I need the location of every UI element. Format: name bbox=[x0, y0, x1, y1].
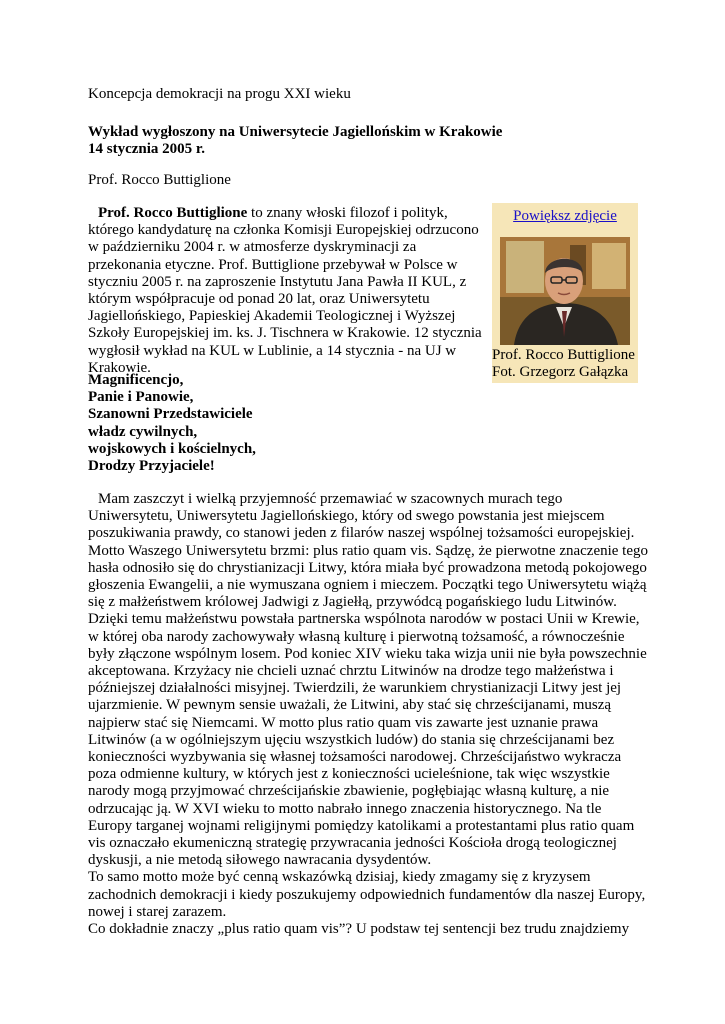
document-title: Koncepcja demokracji na progu XXI wieku bbox=[88, 86, 351, 102]
author-name: Prof. Rocco Buttiglione bbox=[88, 172, 231, 188]
photo-box bbox=[492, 203, 638, 383]
caption-name: Prof. Rocco Buttiglione bbox=[492, 347, 635, 363]
greeting-block bbox=[88, 372, 488, 475]
caption-credit: Fot. Grzegorz Gałązka bbox=[492, 364, 629, 381]
lecture-subtitle bbox=[88, 124, 648, 158]
body-paragraph-text: Mam zaszczyt i wielką przyjemność przemawiać w szacownych murach tego Uniwersytetu, Uniwersytetu Jagiellońskiego, który od swego powstania jest miejscem poszukiwania prawdy, co stanowi jeden z filarów naszej wspólnej tożsamości europejskiej. Motto Waszego Uniwersytetu brzmi: plus ratio quam vis. Sądzę, że pierwotne znaczenie tego hasła odnosiło się do chrystianizacji Litwy, która miała być prowadzona metodą pokojowego głoszenia Ewangelii, a nie wymuszana ogniem i mieczem. Początki tego Uniwersytetu wiążą się z małżeństwem królowej Jadwigi z Jagiełłą, przywódcą pogańskiego ludu Litwinów. Dzięki temu małżeństwu powstała partnerska wspólnota narodów w postaci Unii w Krewie, w której oba narody zachowywały własną kulturę i pierwotną tożsamość, a równocześnie były złączone wspólnym losem. Pod koniec XIV wieku taka wizja unii nie była powszechnie akceptowana. Krzyżacy nie chcieli uznać chrztu Litwinów na drodze tego małżeństwa i późniejszej działalności misyjnej. Twierdzili, że warunkiem chrystianizacji Litwy jest jej ujarzmienie. W pewnym sensie uważali, że Litwini, aby stać się chrześcijanami, muszą najpierw stać się Niemcami. W motto plus ratio quam vis zawarte jest uznanie prawa Litwinów (a w ogólniejszym ujęciu wszystkich ludów) do stania się chrześcijanami bez konieczności wyzbywania się własnej tożsamości narodowej. Chrześcijaństwo wykracza poza odmienne kultury, w których jest z konieczności ucieleśnione, tak więc wszystkie narody mogą przyjmować chrześcijańskie zbawienie, pogłębiając własną kulturę, a nie odrzucając ją. W XVI wieku to motto nabrało innego znaczenia historycznego. Na tle Europy targanej wojnami religijnymi pomiędzy katolikami a protestantami plus ratio quam vis oznaczało ekumeniczną strategię przywracania jedności Kościoła drogą teologicznej dyskusji, a nie metodą siłowego nawracania dysydentów. bbox=[88, 491, 649, 869]
body-paragraph bbox=[88, 491, 648, 869]
greeting-line: wojskowych i kościelnych, bbox=[88, 440, 256, 457]
greeting-line: Drodzy Przyjaciele! bbox=[88, 458, 215, 475]
lecture-body bbox=[88, 491, 648, 938]
intro-paragraph bbox=[88, 205, 490, 377]
subtitle-line: Wykład wygłoszony na Uniwersytecie Jagiellońskim w Krakowie bbox=[88, 124, 503, 140]
subtitle-date: 14 stycznia 2005 r. bbox=[88, 141, 205, 158]
enlarge-photo-link[interactable]: Powiększ zdjęcie bbox=[513, 208, 617, 224]
greeting-line: władz cywilnych, bbox=[88, 423, 198, 440]
intro-text: to znany włoski filozof i polityk, którego kandydaturę na członka Komisji Europejskiej odrzucono w październiku 2004 r. w atmosferze dyskryminacji za przekonania etyczne. Prof. Buttiglione przebywał w Polsce w styczniu 2005 r. na zaproszenie Instytutu Jana Pawła II KUL, z którym współpracuje od ponad 20 lat, oraz Uniwersytetu Jagiellońskiego, Papieskiej Akademii Teologicznej i Wyższej Szkoły Europejskiej im. ks. J. Tischnera w Krakowie. 12 stycznia wygłosił wykład na KUL w Lublinie, a 14 stycznia - na UJ w Krakowie. bbox=[88, 205, 482, 376]
greeting-line: Magnificencjo, bbox=[88, 372, 184, 388]
intro-lead: Prof. Rocco Buttiglione bbox=[98, 205, 248, 221]
photo-caption bbox=[492, 347, 638, 381]
greeting-line: Panie i Panowie, bbox=[88, 389, 194, 406]
body-paragraph: Co dokładnie znaczy „plus ratio quam vis”? U podstaw tej sentencji bez trudu znajdziemy bbox=[88, 921, 630, 938]
greeting-line: Szanowni Przedstawiciele bbox=[88, 406, 253, 423]
body-paragraph: To samo motto może być cenną wskazówką dzisiaj, kiedy zmagamy się z kryzysem zachodnich demokracji i kiedy poszukujemy odpowiednich fundamentów dla naszej Europy, nowej i starej zarazem. bbox=[88, 869, 646, 920]
portrait-photo-icon[interactable] bbox=[500, 237, 630, 345]
